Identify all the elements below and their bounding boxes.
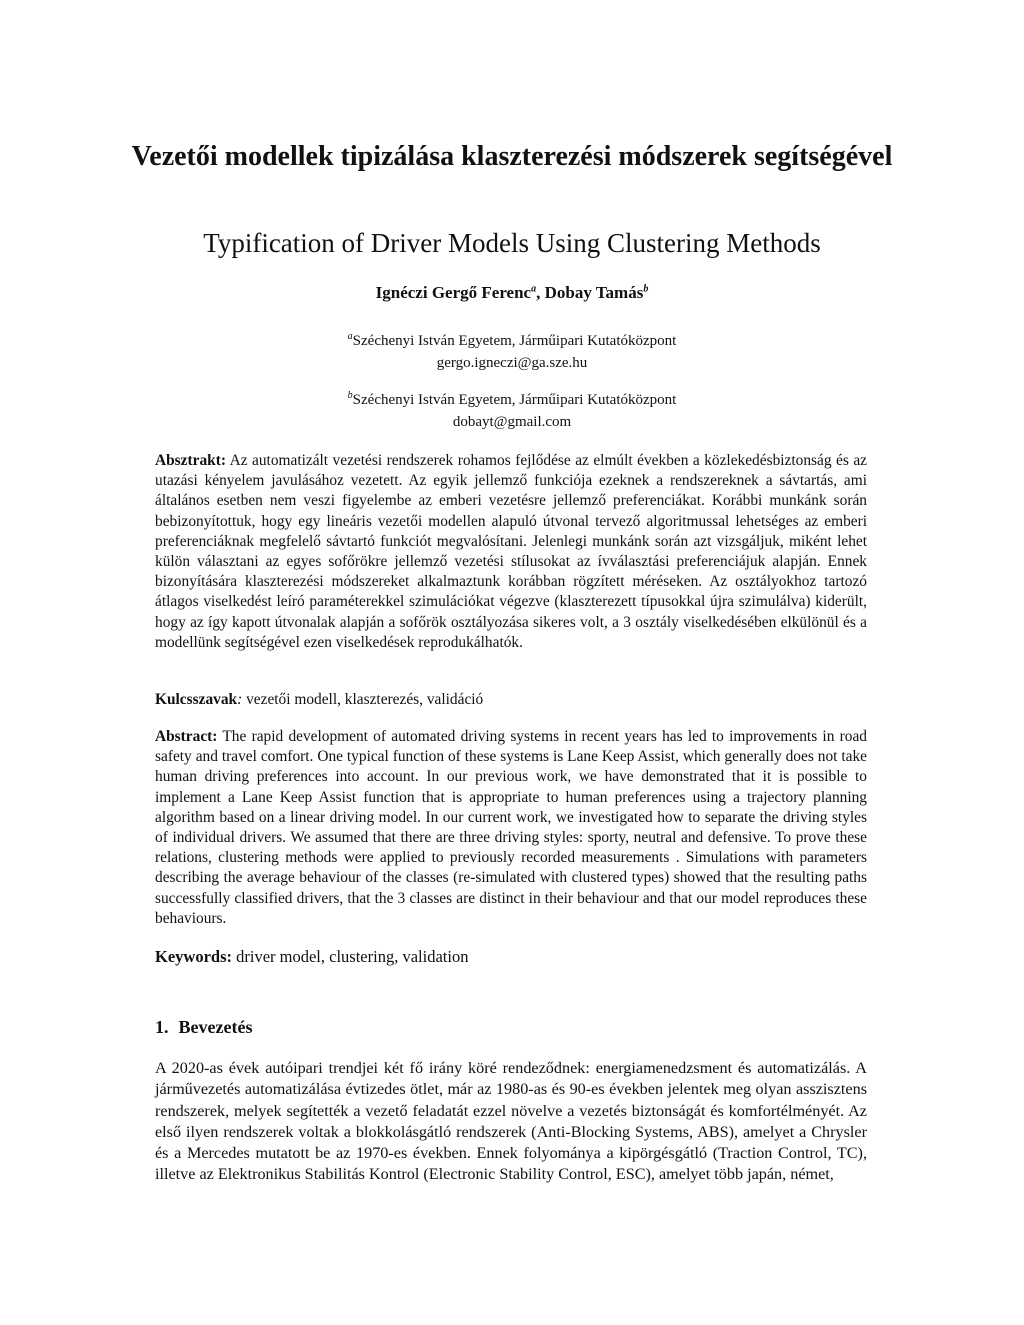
keywords-text: vezetői modell, klaszterezés, validáció [242, 691, 484, 708]
affiliation-institution: Széchenyi István Egyetem, Járműipari Kutatóközpont [352, 333, 677, 349]
keywords-label: Kulcsszavak [155, 691, 238, 708]
section-title: Bevezetés [178, 1017, 253, 1037]
abstract-english [155, 727, 867, 929]
abstract-text: The rapid development of automated driving systems in recent years has led to improvements in road safety and travel comfort. One typical function of these systems is Lane Keep Assist, which generally does not take human driving preferences into account. In our previous work, we have demonstrated that it is possible to implement a Lane Keep Assist function that is appropriate to human preferences using a trajectory planning algorithm based on a linear driving model. In our current work, we investigated how to separate the driving styles of individual drivers. We assumed that there are three driving styles: sporty, neutral and defensive. To prove these relations, clustering methods were applied to previously recorded measurements . Simulations with parameters describing the average behaviour of the classes (re-simulated with clustered types) showed that the resulting paths successfully classified drivers, that the 3 classes are distinct in their behaviour and that our model reproduces these behaviours. [155, 728, 868, 927]
title-english: Typification of Driver Models Using Clustering Methods [203, 228, 821, 258]
keywords-text: driver model, clustering, validation [232, 947, 469, 966]
abstract-label: Abstract: [155, 728, 218, 745]
keywords-colon: : [237, 691, 243, 708]
section-body-text: A 2020-as évek autóipari trendjei két fő irány köré rendeződnek: energiamenedzsment és automatizálás. A járművezetés automatizálása évtizedes ötlet, már az 1980-as és 90-es években jelentek meg olyan asszisztens rendszerek, melyek segítették a vezető feladatát ezzel növelve a vezetés biztonságát és komfortélményét. Az első ilyen rendszerek voltak a blokkolásgátló rendszerek (Anti-Blocking Systems, ABS), amelyet a Chrysler és a Mercedes mutatott be az 1970-es években. Ennek folyománya a kipörgésgátló (Traction Control, TC), illetve az Elektronikus Stabilitás Kontrol (Electronic Stability Control, ESC), amelyet több japán, német, [155, 1059, 867, 1184]
author-affiliation-marker: a [531, 283, 537, 295]
author-affiliation-marker: b [643, 283, 649, 295]
keywords-english [155, 946, 867, 968]
abstract-hungarian [155, 451, 867, 653]
affiliation-a [100, 330, 924, 374]
affiliation-email: gergo.igneczi@ga.sze.hu [436, 355, 588, 371]
author-name: Dobay Tamás [544, 283, 644, 302]
affiliation-email: dobayt@gmail.com [452, 414, 572, 430]
title-hungarian: Vezetői modellek tipizálása klaszterezési módszerek segítségével [131, 141, 893, 172]
keywords-hungarian [155, 690, 867, 710]
abstract-text: Az automatizált vezetési rendszerek rohamos fejlődése az elmúlt években a közlekedésbiztonság és az utazási kényelem javulásához vezetett. Az egyik jellemző funkciója ezeknek a rendszereknek a sávtartás, ami általános esetben nem veszi figyelembe az emberi vezetésre jellemző preferenciákat. Korábbi munkánk során bebizonyítottuk, hogy egy lineáris vezetői modellen alapuló útvonal tervező algoritmussal lehetséges az emberi preferenciáknak megfelelő sávtartó funkciót megvalósítani. Jelenlegi munkánk során azt vizsgáljuk, miként lehet külön választani az egyes sofőrökre jellemző vezetési stílusokat az ívválasztási preferenciájuk alapján. Ennek bizonyítására klaszterezési módszereket alkalmaztunk korábban rögzített méréseken. Az osztályokhoz tartozó átlagos viselkedést leíró paraméterekkel szimulációkat végezve (klaszterezett típusokkal újra szimulálva) kiderült, hogy az így kapott útvonalak alapján a sofőrök osztályozása sikeres volt, a 3 osztály viselkedésében elkülönül és a modellünk segítségével ezen viselkedések reprodukálhatók. [155, 452, 867, 651]
section-heading [155, 1016, 252, 1038]
affiliation-marker: b [347, 390, 353, 401]
affiliation-b [100, 389, 924, 433]
keywords-label: Keywords: [155, 947, 232, 966]
affiliation-institution: Széchenyi István Egyetem, Járműipari Kutatóközpont [352, 392, 677, 408]
author-list [100, 282, 924, 304]
abstract-label: Absztrakt: [155, 452, 226, 469]
section-number: 1. [155, 1017, 169, 1037]
affiliation-marker: a [347, 331, 353, 342]
author-separator: , [536, 283, 545, 302]
author-name: Ignéczi Gergő Ferenc [375, 283, 532, 302]
